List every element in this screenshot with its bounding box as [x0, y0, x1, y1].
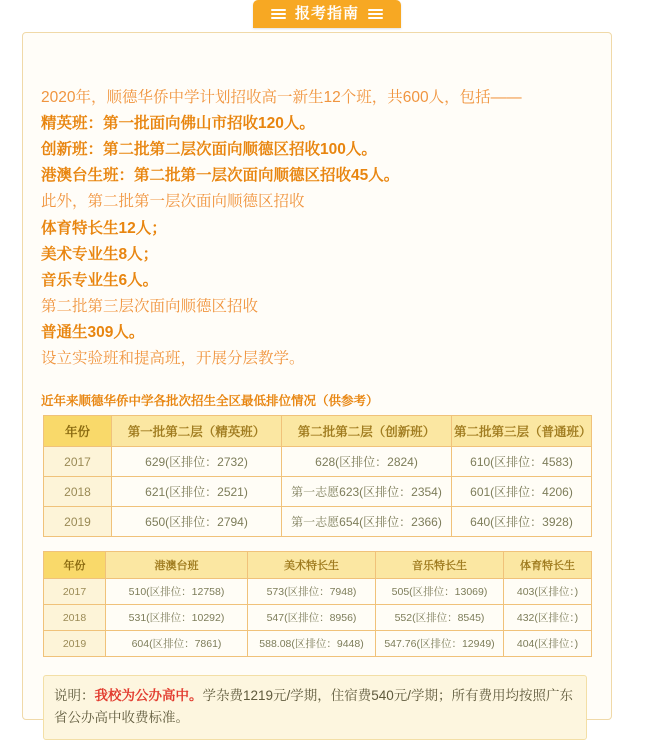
- paragraph: 美术专业生8人；: [41, 245, 159, 263]
- table-cell: 650(区排位：2794): [112, 507, 282, 537]
- table-cell: 621(区排位：2521): [112, 477, 282, 507]
- paragraph: 音乐专业生6人。: [41, 271, 159, 289]
- table-header-cell: 第二批第二层（创新班）: [282, 416, 452, 447]
- table-cell: 601(区排位：4206): [452, 477, 592, 507]
- table-cell: 628(区排位：2824): [282, 447, 452, 477]
- table-cell: 2018: [44, 477, 112, 507]
- table-cell: 640(区排位：3928): [452, 507, 592, 537]
- note-text: 学杂费1219元/学期，住宿费540元/学期；所有费用均按照广东省公办高中收费标准。: [54, 688, 574, 725]
- table-row: [44, 507, 592, 537]
- table-row: [44, 447, 592, 477]
- table-cell: 第一志愿623(区排位：2354): [282, 477, 452, 507]
- paragraph: 体育特长生12人；: [41, 219, 167, 237]
- note-highlight: 我校为公办高中。: [94, 688, 203, 704]
- tab-guide[interactable]: [253, 0, 401, 28]
- table-cell: 2017: [44, 579, 106, 605]
- menu-bars-icon: [368, 7, 383, 21]
- guide-card: [22, 32, 612, 725]
- paragraph: 2020年，顺德华侨中学计划招收高一新生12个班，共600人，包括——: [41, 89, 522, 106]
- table-cell: 403(区排位：): [504, 579, 592, 605]
- table-header-cell: 第一批第二层（精英班）: [112, 416, 282, 447]
- table-cell: 629(区排位：2732): [112, 447, 282, 477]
- table-cell: 第一志愿654(区排位：2366): [282, 507, 452, 537]
- table-header-cell: 美术特长生: [248, 552, 376, 579]
- table-cell: 505(区排位：13069): [376, 579, 504, 605]
- table-cell: 404(区排位：): [504, 631, 592, 657]
- paragraph: 普通生309人。: [41, 323, 145, 341]
- table-row: [44, 579, 592, 605]
- note-box: [43, 675, 587, 740]
- table-header-row: [44, 552, 592, 579]
- table-header-cell: 第二批第三层（普通班）: [452, 416, 592, 447]
- table-header-cell: 年份: [44, 416, 112, 447]
- table-cell: 547(区排位：8956): [248, 605, 376, 631]
- menu-bars-icon: [271, 7, 286, 21]
- guide-content: [41, 85, 597, 740]
- paragraph: 此外，第二批第一层次面向顺德区招收: [41, 193, 305, 211]
- table-cell: 610(区排位：4583): [452, 447, 592, 477]
- table-row: [44, 605, 592, 631]
- tab-bar: [0, 0, 654, 44]
- admission-score-table: [43, 415, 592, 537]
- paragraph: 港澳台生班：第二批第一层次面向顺德区招收45人。: [41, 167, 400, 185]
- table-cell: 2019: [44, 631, 106, 657]
- table-header-cell: 音乐特长生: [376, 552, 504, 579]
- table-cell: 2017: [44, 447, 112, 477]
- table-cell: 432(区排位：): [504, 605, 592, 631]
- note-prefix: 说明：: [54, 688, 95, 704]
- table-header-cell: 体育特长生: [504, 552, 592, 579]
- table-cell: 2019: [44, 507, 112, 537]
- table-header-row: [44, 416, 592, 447]
- special-student-score-table: [43, 551, 592, 657]
- table-header-cell: 年份: [44, 552, 106, 579]
- table-header-cell: 港澳台班: [106, 552, 248, 579]
- table-cell: 573(区排位：7948): [248, 579, 376, 605]
- tab-guide-label: 报考指南: [294, 5, 359, 22]
- table-cell: 552(区排位：8545): [376, 605, 504, 631]
- table-cell: 2018: [44, 605, 106, 631]
- paragraph: 精英班：第一批面向佛山市招收120人。: [41, 115, 315, 133]
- table-cell: 547.76(区排位：12949): [376, 631, 504, 657]
- paragraph: 设立实验班和提高班，开展分层教学。: [41, 350, 305, 368]
- table-cell: 531(区排位：10292): [106, 605, 248, 631]
- table-row: [44, 631, 592, 657]
- paragraph: 第二批第三层次面向顺德区招收: [41, 297, 259, 315]
- table-row: [44, 477, 592, 507]
- table-caption: 近年来顺德华侨中学各批次招生全区最低排位情况（供参考）: [41, 394, 379, 409]
- paragraph: 创新班：第二批第二层次面向顺德区招收100人。: [41, 141, 377, 159]
- table-cell: 604(区排位：7861): [106, 631, 248, 657]
- table-cell: 510(区排位：12758): [106, 579, 248, 605]
- table-cell: 588.08(区排位：9448): [248, 631, 376, 657]
